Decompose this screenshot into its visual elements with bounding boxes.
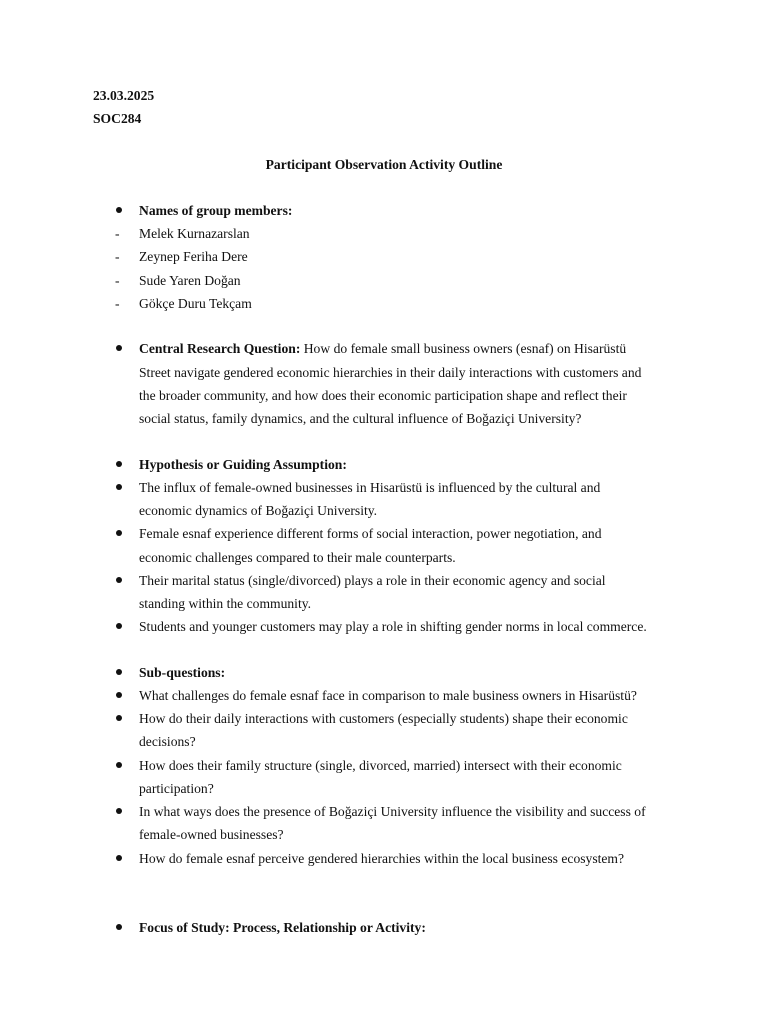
central-question-text: social status, family dynamics, and the cultural influence of Boğaziçi University? (139, 411, 582, 426)
sub-question-item: What challenges do female esnaf face in comparison to male business owners in Hisarüstü? (139, 688, 637, 703)
bullet-icon (116, 924, 122, 930)
dash-marker: - (115, 273, 120, 288)
bullet-icon (116, 669, 122, 675)
group-members-heading: Names of group members: (139, 203, 293, 218)
central-question-text: Street navigate gendered economic hierarchies in their daily interactions with customers and (139, 365, 642, 380)
sub-question-item: In what ways does the presence of Boğaziçi University influence the visibility and success of (139, 804, 646, 819)
member-name: Gökçe Duru Tekçam (139, 296, 252, 311)
sub-questions-heading: Sub-questions: (139, 665, 226, 680)
dash-marker: - (115, 249, 120, 264)
sub-question-item-continued: participation? (139, 781, 214, 796)
member-name: Sude Yaren Doğan (139, 273, 241, 288)
central-question-heading: Central Research Question: (139, 341, 301, 356)
bullet-icon (116, 762, 122, 768)
focus-of-study-heading: Focus of Study: Process, Relationship or Activity: (139, 920, 426, 935)
bullet-icon (116, 715, 122, 721)
sub-question-item: How does their family structure (single, divorced, married) intersect with their economic (139, 758, 622, 773)
document-date: 23.03.2025 (93, 88, 155, 103)
hypothesis-item: Female esnaf experience different forms of social interaction, power negotiation, and (139, 526, 602, 541)
sub-question-item: How do their daily interactions with customers (especially students) shape their economic (139, 711, 628, 726)
central-question-text: How do female small business owners (esnaf) on Hisarüstü (300, 341, 627, 356)
bullet-icon (116, 692, 122, 698)
dash-marker: - (115, 226, 120, 241)
central-question-line (139, 341, 626, 357)
sub-question-item-continued: female-owned businesses? (139, 827, 284, 842)
bullet-icon (116, 855, 122, 861)
member-name: Zeynep Feriha Dere (139, 249, 248, 264)
hypothesis-item: Students and younger customers may play a role in shifting gender norms in local commerce. (139, 619, 647, 634)
bullet-icon (116, 577, 122, 583)
sub-question-item: How do female esnaf perceive gendered hierarchies within the local business ecosystem? (139, 851, 625, 866)
bullet-icon (116, 808, 122, 814)
hypothesis-item-continued: economic dynamics of Boğaziçi University. (139, 503, 378, 518)
bullet-icon (116, 207, 122, 213)
hypothesis-item: The influx of female-owned businesses in Hisarüstü is influenced by the cultural and (139, 480, 601, 495)
bullet-icon (116, 484, 122, 490)
hypothesis-item-continued: standing within the community. (139, 596, 312, 611)
bullet-icon (116, 461, 122, 467)
bullet-icon (116, 530, 122, 536)
member-name: Melek Kurnazarslan (139, 226, 250, 241)
hypothesis-heading: Hypothesis or Guiding Assumption: (139, 457, 347, 472)
dash-marker: - (115, 296, 120, 311)
hypothesis-item-continued: economic challenges compared to their male counterparts. (139, 550, 456, 565)
sub-question-item-continued: decisions? (139, 734, 196, 749)
course-code: SOC284 (93, 111, 142, 126)
document-title: Participant Observation Activity Outline (265, 157, 503, 172)
central-question-text: the broader community, and how does their economic participation shape and reflect their (139, 388, 627, 403)
hypothesis-item: Their marital status (single/divorced) plays a role in their economic agency and social (139, 573, 606, 588)
bullet-icon (116, 345, 122, 351)
bullet-icon (116, 623, 122, 629)
